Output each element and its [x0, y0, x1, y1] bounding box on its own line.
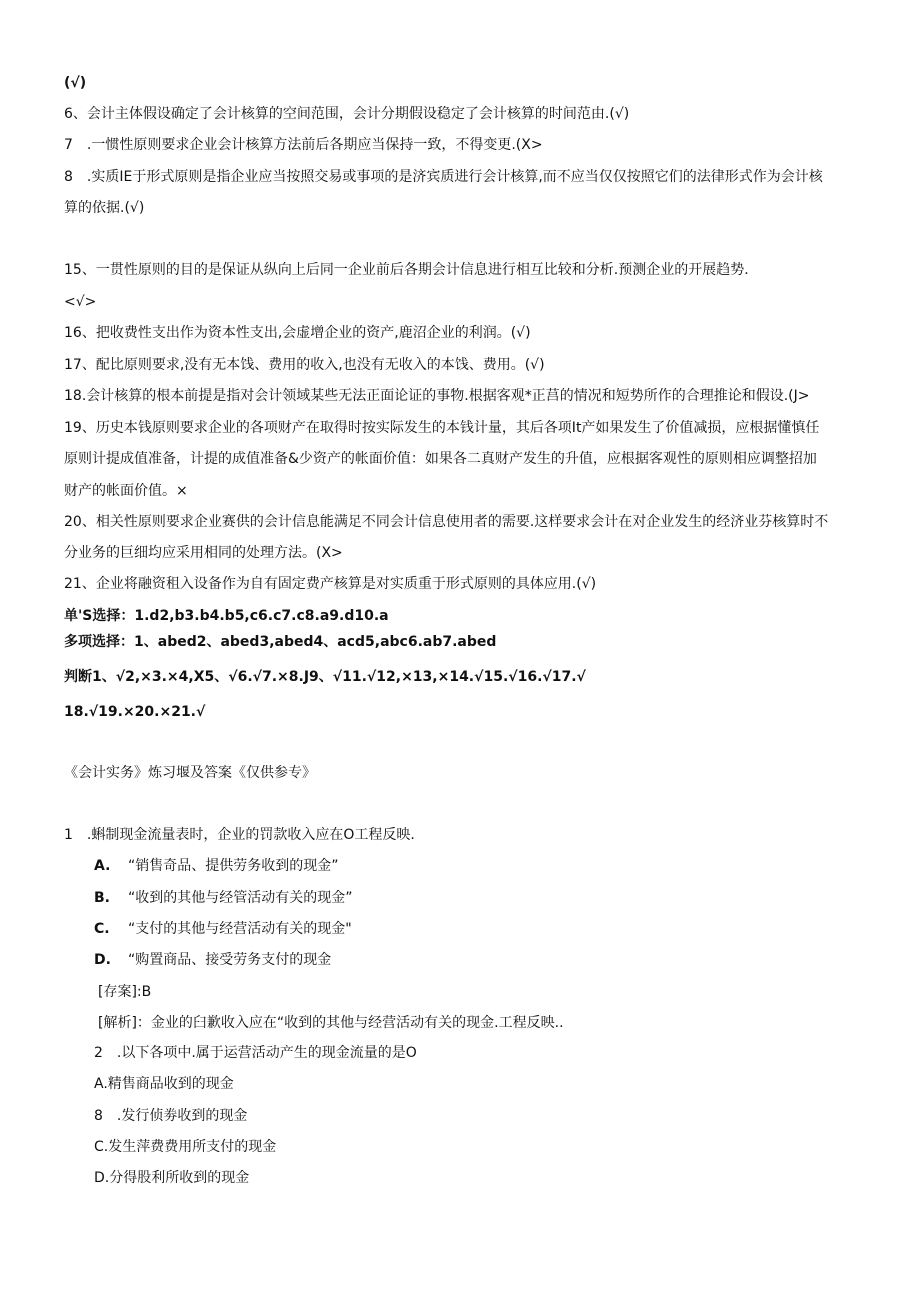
question-2-option-b: 8 .发行侦劵收到的现金 [94, 1108, 248, 1124]
question-2-stem: 2 .以下各项中.属于运营活动产生的现金流量的是O [94, 1045, 417, 1061]
judgment-item-16: 16、把收费性支出作为资本性支出,会虚增企业的资产,鹿沼企业的利润。(√) [64, 325, 531, 341]
judgment-item-19-cont1: 原则计提成值准备，计提的成值准备&少资产的帐面价值：如果各二真财产发生的升值，应根据客观性的原则相应调整招加 [64, 451, 817, 467]
judgment-item-15-mark: <√> [64, 294, 97, 310]
judgment-item-17: 17、配比原则要求,没有无本饯、费用的收入,也没有无收入的本饯、费用。(√) [64, 357, 545, 373]
answers-judgment-2: 18.√19.×20.×21.√ [64, 704, 206, 720]
section-title: 《会计实务》炼习堰及答案《仅供参专》 [64, 765, 316, 781]
judgment-item-8: 8 .实质IE于形式原则是指企业应当按照交易或事项的是济宾质进行会计核算,而不应当仅仅按照它们的法律形式作为会计核 [64, 169, 823, 185]
question-1-stem: 1 .蝌制现金流量表时，企业的罚款收入应在O工程反映. [64, 827, 415, 843]
question-1-option-b-label: B. [94, 890, 110, 906]
judgment-item-19-cont2: 财产的帐面价值。× [64, 483, 188, 499]
judgment-item-21: 21、企业将融资租入设备作为自有固定费产核算是对实质重于形式原则的具体应用.(√) [64, 576, 597, 592]
judgment-mark-top: (√) [64, 75, 87, 91]
question-1-option-b: “收到的其他与经管活动有关的现金” [128, 890, 353, 906]
question-1-option-a-label: A. [94, 858, 111, 874]
judgment-item-20: 20、相关性原则要求企业赛供的会计信息能满足不同会计信息使用者的需要.这样要求会计在对企业发生的经济业芬核算时不 [64, 514, 829, 530]
question-1-option-d: “购置商品、接受劳务支付的现金 [128, 952, 332, 968]
judgment-item-15: 15、一贯性原则的目的是保证从纵向上后同一企业前后各期会计信息进行相互比较和分析.预测企业的开展趋势. [64, 262, 749, 278]
question-1-option-c-label: C. [94, 921, 110, 937]
question-1-option-d-label: D. [94, 952, 111, 968]
judgment-item-7: 7 .一惯性原则要求企业会计核算方法前后各期应当保持一致，不得变更.(X> [64, 137, 543, 153]
answers-multi-choice: 多项选择：1、abed2、abed3,abed4、acd5,abc6.ab7.abed [64, 634, 497, 650]
question-2-option-c: C.发生萍费费用所支付的现金 [94, 1139, 277, 1155]
judgment-item-20-cont: 分业务的巨细均应采用相同的处理方法。(X> [64, 545, 343, 561]
question-1-option-c: “支付的其他与经营活动有关的现金" [128, 921, 352, 937]
question-2-option-a: A.精售商品收到的现金 [94, 1076, 234, 1092]
question-1-option-a: “销售奇品、提供劳务收到的现金” [128, 858, 339, 874]
judgment-item-8-cont: 算的依据.(√) [64, 200, 145, 216]
question-1-analysis: [解析]：金业的臼歉收入应在“收到的其他与经营活动有关的现金.工程反映.. [98, 1015, 564, 1031]
question-1-answer: [存案]:B [98, 984, 152, 1000]
judgment-item-18: 18.会计核算的根本前提是指对会计领域某些无法正面论证的事物.根据客观*正莒的情况和短势所作的合理推论和假设.(J> [64, 388, 810, 404]
answers-single-choice: 单'S选择：1.d2,b3.b4.b5,c6.c7.c8.a9.d10.a [64, 608, 389, 624]
question-2-option-d: D.分得股利所收到的现金 [94, 1170, 250, 1186]
answers-judgment-1: 判断1、√2,×3.×4,X5、√6.√7.×8.J9、√11.√12,×13,×14.√15.√16.√17.√ [64, 669, 586, 685]
judgment-item-19: 19、历史本钱原则要求企业的各项财产在取得时按实际发生的本钱计量，其后各项It产如果发生了价值减损，应根据懂慎任 [64, 420, 820, 436]
judgment-item-6: 6、会计主体假设确定了会计核算的空间范围，会计分期假设稳定了会计核算的时间范由.(√) [64, 106, 630, 122]
